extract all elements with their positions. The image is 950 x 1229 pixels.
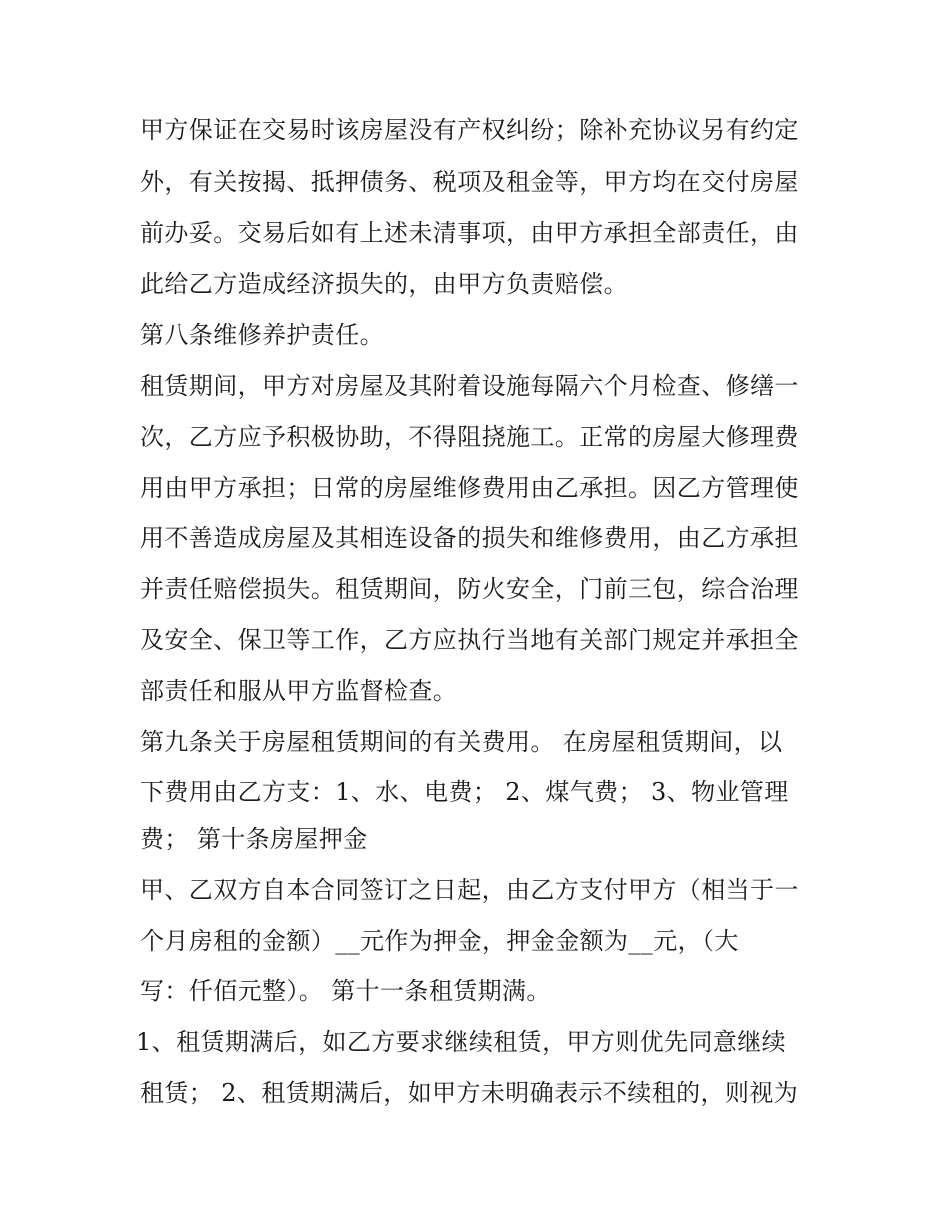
text-line: 甲、乙双方自本合同签订之日起，由乙方支付甲方（相当于一 bbox=[140, 876, 799, 904]
text-line: 租赁期间，甲方对房屋及其附着设施每隔六个月检查、修缮一 bbox=[140, 372, 799, 400]
text-line: 用不善造成房屋及其相连设备的损失和维修费用，由乙方承担 bbox=[140, 524, 799, 552]
text-line: 次，乙方应予积极协助，不得阻挠施工。正常的房屋大修理费 bbox=[140, 423, 799, 451]
text-line: 写：仟佰元整）。 第十一条租赁期满。 bbox=[140, 977, 551, 1005]
text-line: 前办妥。交易后如有上述未清事项，由甲方承担全部责任，由 bbox=[140, 219, 799, 247]
text-line: 用由甲方承担；日常的房屋维修费用由乙承担。因乙方管理使 bbox=[140, 474, 799, 502]
text-line: 此给乙方造成经济损失的，由甲方负责赔偿。 bbox=[140, 270, 628, 298]
text-line: 外，有关按揭、抵押债务、税项及租金等，甲方均在交付房屋 bbox=[140, 168, 799, 196]
text-line: 并责任赔偿损失。租赁期间，防火安全，门前三包，综合治理 bbox=[140, 575, 799, 603]
text-line: 第九条关于房屋租赁期间的有关费用。 在房屋租赁期间，以 bbox=[140, 728, 783, 756]
text-line: 费； 第十条房屋押金 bbox=[140, 825, 368, 853]
text-line: 个月房租的金额）__元作为押金，押金金额为__元，（大 bbox=[140, 927, 739, 955]
text-line: 租赁； 2、租赁期满后，如甲方未明确表示不续租的，则视为 bbox=[140, 1079, 799, 1107]
text-line: 甲方保证在交易时该房屋没有产权纠纷；除补充协议另有约定 bbox=[140, 116, 799, 144]
text-line: 及安全、保卫等工作，乙方应执行当地有关部门规定并承担全 bbox=[140, 626, 799, 654]
section-heading: 第八条维修养护责任。 bbox=[140, 321, 384, 349]
text-line: 下费用由乙方支：1、水、电费； 2、煤气费； 3、物业管理 bbox=[140, 778, 789, 806]
text-line: 1、租赁期满后，如乙方要求继续租赁，甲方则优先同意继续 bbox=[136, 1028, 787, 1056]
text-line: 部责任和服从甲方监督检查。 bbox=[140, 677, 458, 705]
